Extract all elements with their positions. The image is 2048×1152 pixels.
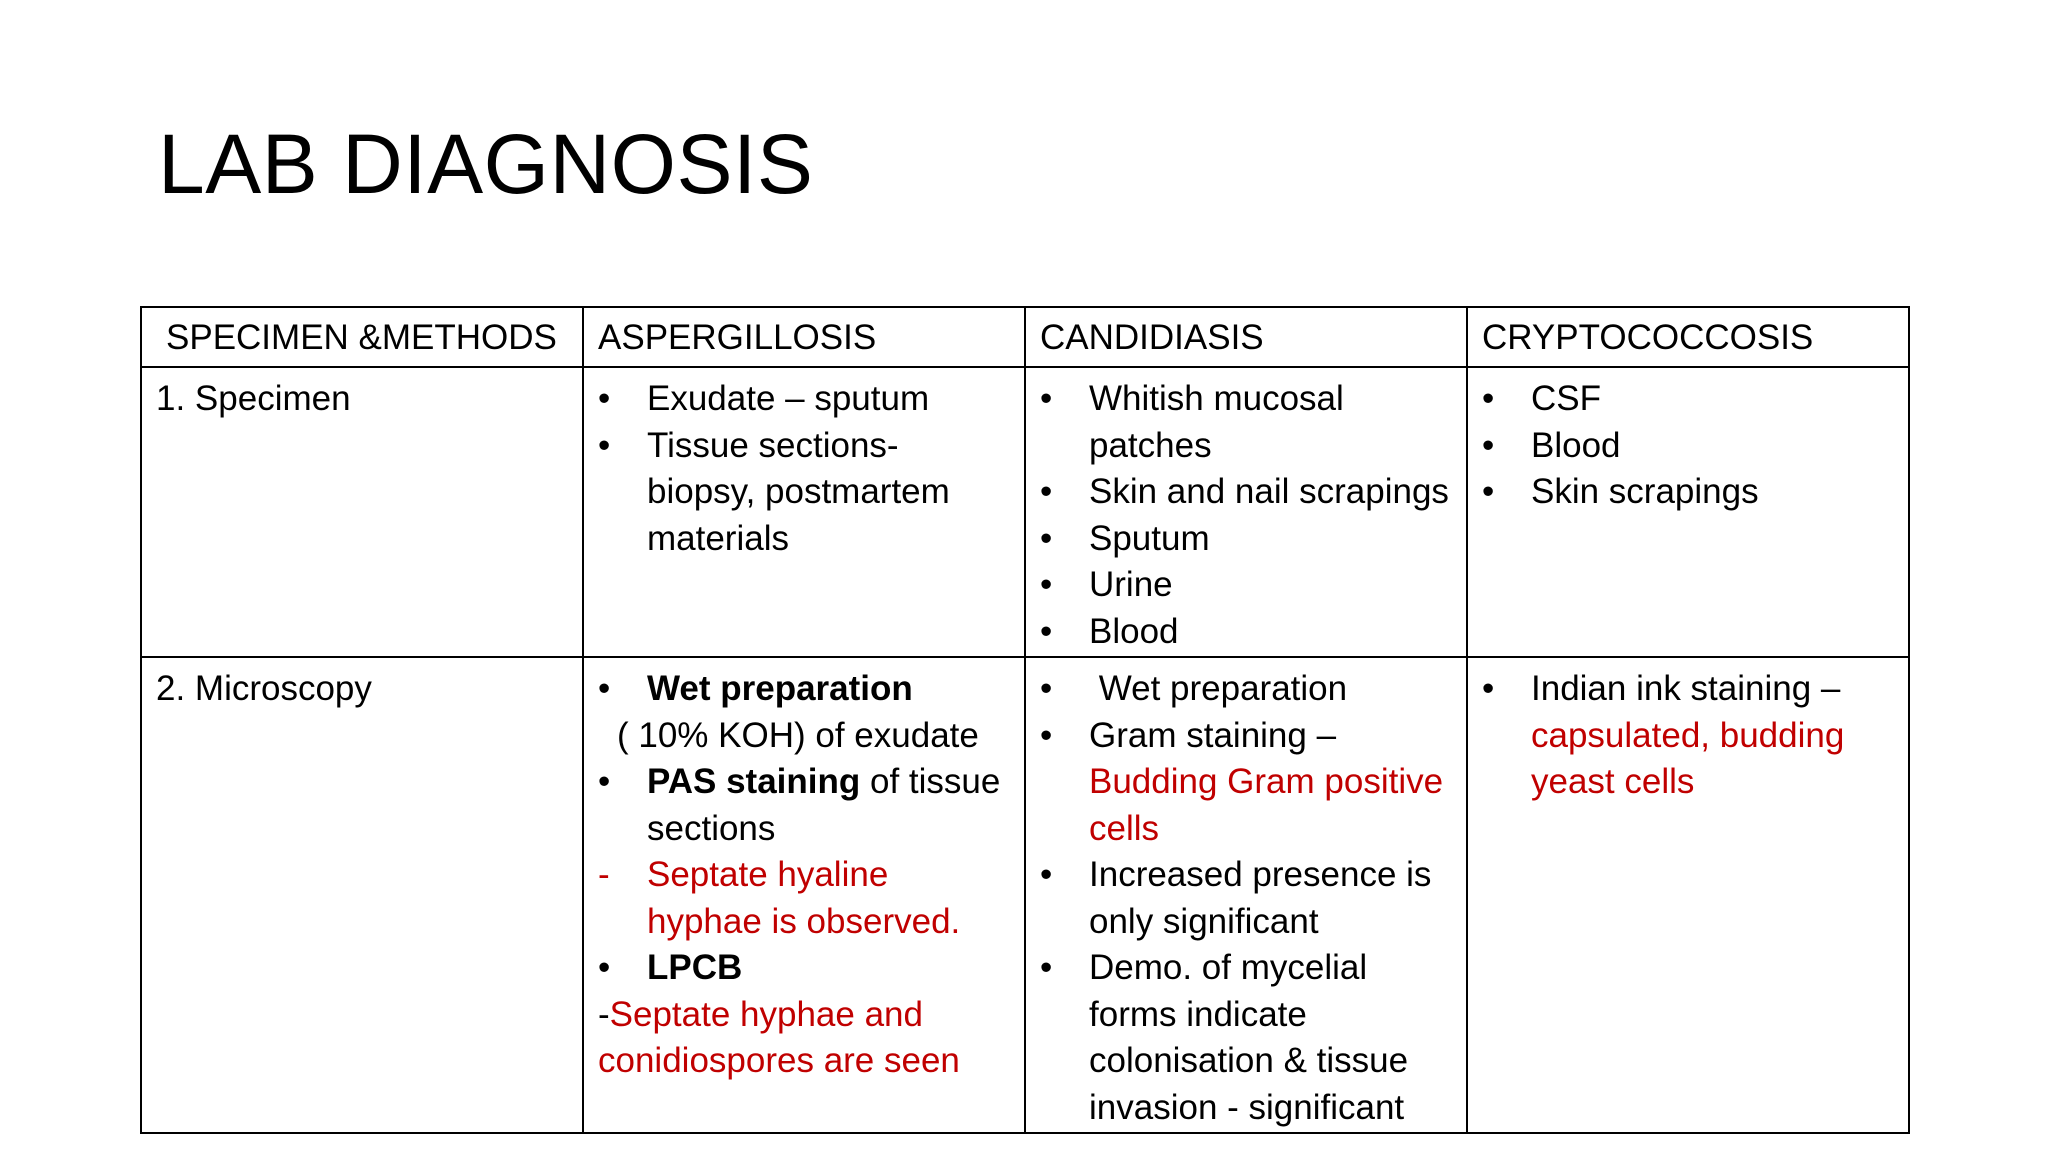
- cell-specimen-candidiasis: [1025, 367, 1467, 657]
- cell-microscopy-aspergillosis: [583, 657, 1025, 1133]
- bullet-icon: •: [598, 762, 611, 801]
- list-item: • Wet preparation: [598, 666, 1010, 713]
- header-candidiasis: CANDIDIASIS: [1025, 307, 1467, 367]
- cell-specimen-aspergillosis: [583, 367, 1025, 657]
- bullet-icon: •: [598, 379, 611, 418]
- list-item: • Gram staining – Budding Gram positive cells: [1040, 713, 1452, 853]
- bullet-icon: •: [1040, 379, 1053, 418]
- list-item: • Whitish mucosal patches: [1040, 376, 1452, 469]
- list-item: • Blood: [1040, 609, 1452, 656]
- list-item: • Sputum: [1040, 516, 1452, 563]
- cell-specimen-cryptococcosis: [1467, 367, 1909, 657]
- header-specimen-methods: SPECIMEN &METHODS: [141, 307, 583, 367]
- list-item: • Tissue sections- biopsy, postmartem materials: [598, 423, 1010, 563]
- list-item: • Skin scrapings: [1482, 469, 1894, 516]
- bullet-icon: •: [1482, 379, 1495, 418]
- bullet-icon: •: [1482, 425, 1495, 465]
- list-item: • Wet preparation: [1040, 666, 1452, 713]
- list-item: • PAS staining of tissue sections: [598, 759, 1010, 852]
- list-item: • Indian ink staining – capsulated, budding yeast cells: [1482, 666, 1894, 806]
- table-header-row: [141, 307, 1909, 367]
- row-label-specimen: 1. Specimen: [141, 367, 583, 657]
- list-item: • Skin and nail scrapings: [1040, 469, 1452, 516]
- wet-prep-detail: ( 10% KOH) of exudate: [617, 715, 979, 755]
- bullet-icon: •: [1040, 715, 1053, 755]
- bullet-icon: •: [1040, 565, 1053, 604]
- bullet-icon: •: [1040, 472, 1053, 511]
- bullet-icon: •: [598, 948, 611, 987]
- bullet-icon: •: [1040, 855, 1053, 894]
- header-aspergillosis: ASPERGILLOSIS: [583, 307, 1025, 367]
- list-item: • Blood: [1482, 423, 1894, 470]
- bullet-icon: •: [1040, 948, 1053, 987]
- table-row-microscopy: [141, 657, 1909, 1133]
- lab-diagnosis-table: [140, 306, 1910, 1134]
- bullet-icon: •: [598, 425, 611, 465]
- bullet-icon: •: [1040, 611, 1053, 651]
- list-item: - Septate hyaline hyphae is observed.: [598, 852, 1010, 945]
- list-item: • Exudate – sputum: [598, 376, 1010, 423]
- table-row-specimen: [141, 367, 1909, 657]
- list-item: • Urine: [1040, 562, 1452, 609]
- cell-microscopy-candidiasis: [1025, 657, 1467, 1133]
- page-title: LAB DIAGNOSIS: [158, 117, 814, 211]
- cell-microscopy-cryptococcosis: [1467, 657, 1909, 1133]
- bullet-icon: •: [1482, 472, 1495, 511]
- bullet-icon: •: [1040, 518, 1053, 558]
- bullet-icon: •: [1482, 669, 1495, 708]
- bullet-icon: •: [598, 669, 611, 708]
- list-item: • CSF: [1482, 376, 1894, 423]
- header-cryptococcosis: CRYPTOCOCCOSIS: [1467, 307, 1909, 367]
- list-item: • LPCB: [598, 945, 1010, 992]
- dash-marker: -: [598, 855, 610, 894]
- list-item: • Increased presence is only significant: [1040, 852, 1452, 945]
- bullet-icon: •: [1040, 669, 1053, 708]
- row-label-microscopy: 2. Microscopy: [141, 657, 583, 1133]
- lpcb-detail: -Septate hyphae and conidiospores are seen: [598, 994, 960, 1080]
- list-item: • Demo. of mycelial forms indicate colonisation & tissue invasion - significant: [1040, 945, 1452, 1131]
